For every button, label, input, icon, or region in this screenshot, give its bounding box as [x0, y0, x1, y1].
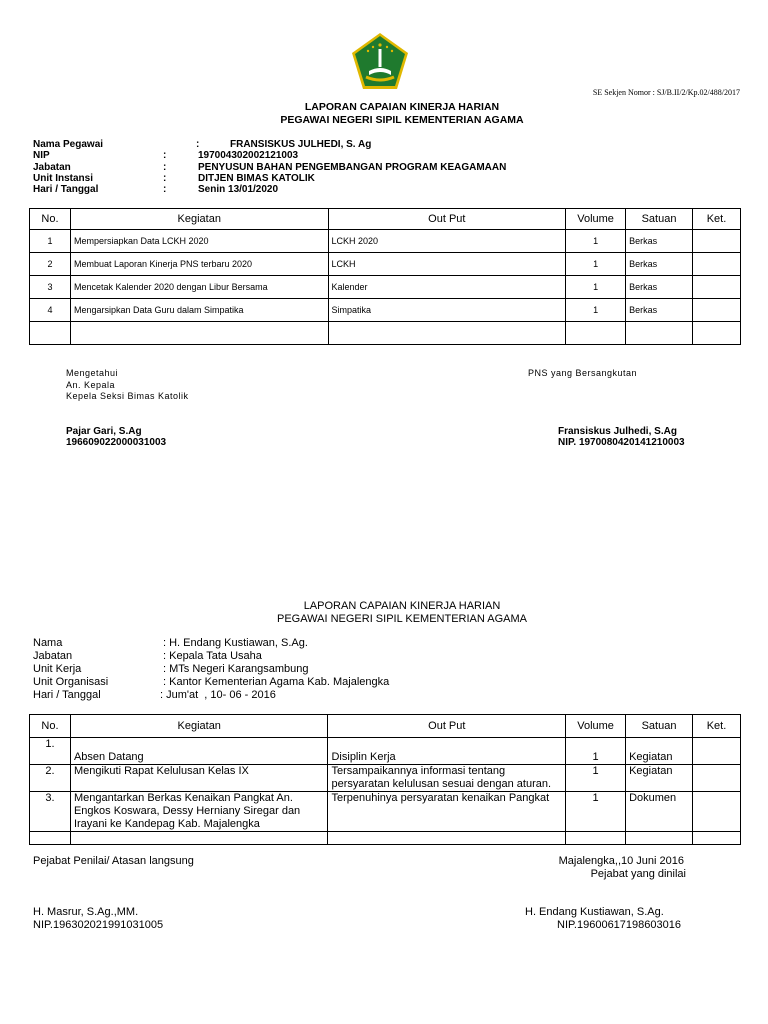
- cell-satuan: Berkas: [626, 230, 693, 253]
- cell-no: 2.: [30, 765, 71, 792]
- cell-satuan: Berkas: [626, 299, 693, 322]
- sign2-right-nip: NIP.19600617198603016: [557, 919, 681, 931]
- sign2-left-name: H. Masrur, S.Ag.,MM.: [33, 906, 139, 918]
- cell-no: 1.: [30, 738, 71, 765]
- col-header-ket: Ket.: [693, 209, 741, 230]
- cell-no: 2: [30, 253, 71, 276]
- cell-ket: [693, 792, 741, 832]
- cell-kegiatan: Absen Datang: [70, 738, 328, 765]
- info-value: : Kantor Kementerian Agama Kab. Majalengka: [163, 676, 390, 688]
- col-header-kegiatan: Kegiatan: [70, 209, 328, 230]
- cell-ket: [693, 299, 741, 322]
- sign-left-line3: Kepela Seksi Bimas Katolik: [66, 391, 189, 401]
- table-row: [30, 230, 741, 253]
- col-header-satuan: Satuan: [626, 715, 693, 738]
- info-label: Jabatan: [33, 650, 73, 662]
- cell-output: Terpenuhinya persyaratan kenaikan Pangkat: [328, 792, 566, 832]
- info-sep: :: [163, 162, 167, 173]
- info-label: NIP: [33, 150, 50, 161]
- report2-title-line2: PEGAWAI NEGERI SIPIL KEMENTERIAN AGAMA: [277, 613, 527, 625]
- col-header-output: Out Put: [328, 715, 566, 738]
- info-label: Nama: [33, 637, 63, 649]
- info-label: Nama Pegawai: [33, 139, 104, 150]
- info-sep: :: [163, 150, 167, 161]
- cell-kegiatan: Mencetak Kalender 2020 dengan Libur Bersama: [70, 276, 328, 299]
- cell-satuan: Berkas: [626, 253, 693, 276]
- table-row-empty: [30, 322, 741, 345]
- info-label: Jabatan: [33, 162, 71, 173]
- activity-table-1: [29, 208, 741, 345]
- cell-kegiatan: Mengantarkan Berkas Kenaikan Pangkat An. Engkos Koswara, Dessy Herniany Siregar dan Irayani ke Kandepag Kab. Majalengka: [70, 792, 328, 832]
- col-header-no: No.: [30, 715, 71, 738]
- cell-volume: 1: [566, 792, 626, 832]
- cell-kegiatan: Membuat Laporan Kinerja PNS terbaru 2020: [70, 253, 328, 276]
- sign-left-nip: 196609022000031003: [66, 437, 167, 448]
- report-title-line2: PEGAWAI NEGERI SIPIL KEMENTERIAN AGAMA: [280, 114, 524, 126]
- cell-kegiatan: Mempersiapkan Data LCKH 2020: [70, 230, 328, 253]
- table-row-empty: [30, 832, 741, 845]
- info-sep: :: [196, 139, 200, 150]
- table-row: [30, 253, 741, 276]
- info-value: 197004302002121003: [198, 150, 299, 161]
- col-header-ket: Ket.: [693, 715, 741, 738]
- cell-ket: [693, 230, 741, 253]
- cell-kegiatan: Mengikuti Rapat Kelulusan Kelas IX: [70, 765, 328, 792]
- sign2-left-nip: NIP.196302021991031005: [33, 919, 164, 931]
- kemenag-logo: [349, 31, 411, 93]
- cell-volume: 1: [566, 276, 626, 299]
- col-header-output: Out Put: [328, 209, 566, 230]
- sign2-left-line1: Pejabat Penilai/ Atasan langsung: [33, 855, 194, 867]
- col-header-volume: Volume: [566, 715, 626, 738]
- info-value: : Jum'at , 10- 06 - 2016: [160, 689, 276, 701]
- table-row: [30, 276, 741, 299]
- table-row: [30, 765, 741, 792]
- sign-left-line2: An. Kepala: [66, 380, 116, 390]
- cell-satuan: Kegiatan: [626, 765, 693, 792]
- info-sep: :: [163, 173, 167, 184]
- report-title-line1: LAPORAN CAPAIAN KINERJA HARIAN: [304, 101, 500, 113]
- info-value: : MTs Negeri Karangsambung: [163, 663, 309, 675]
- cell-volume: 1: [566, 253, 626, 276]
- cell-no: 3: [30, 276, 71, 299]
- cell-output: LCKH 2020: [328, 230, 566, 253]
- cell-output: Kalender: [328, 276, 566, 299]
- sign2-right-name: H. Endang Kustiawan, S.Ag.: [525, 906, 664, 918]
- cell-satuan: Berkas: [626, 276, 693, 299]
- activity-table-2: [29, 714, 741, 845]
- info-value: : H. Endang Kustiawan, S.Ag.: [163, 637, 308, 649]
- cell-satuan: Kegiatan: [626, 738, 693, 765]
- info-value: : Kepala Tata Usaha: [163, 650, 262, 662]
- cell-output: LCKH: [328, 253, 566, 276]
- report2-title-line1: LAPORAN CAPAIAN KINERJA HARIAN: [303, 600, 501, 612]
- cell-output: Simpatika: [328, 299, 566, 322]
- info-value: FRANSISKUS JULHEDI, S. Ag: [230, 139, 372, 150]
- col-header-satuan: Satuan: [626, 209, 693, 230]
- sign2-right-line1: Pejabat yang dinilai: [590, 868, 686, 880]
- cell-volume: 1: [566, 230, 626, 253]
- sign2-right-place-date: Majalengka,,10 Juni 2016: [558, 855, 684, 867]
- info-sep: :: [163, 184, 167, 195]
- sign-left-name: Pajar Gari, S.Ag: [66, 426, 142, 437]
- cell-no: 4: [30, 299, 71, 322]
- table-header-row: [30, 715, 741, 738]
- cell-satuan: Dokumen: [626, 792, 693, 832]
- sign-right-nip: NIP. 1970080420141210003: [558, 437, 685, 448]
- cell-output: Tersampaikannya informasi tentang persyaratan kelulusan sesuai dengan aturan.: [328, 765, 566, 792]
- info-value: Senin 13/01/2020: [198, 184, 279, 195]
- info-label: Hari / Tanggal: [33, 689, 101, 701]
- col-header-volume: Volume: [566, 209, 626, 230]
- info-value: PENYUSUN BAHAN PENGEMBANGAN PROGRAM KEAGAMAAN: [198, 162, 507, 173]
- se-reference: SE Sekjen Nomor : SJ/B.II/2/Kp.02/488/2017: [592, 88, 740, 97]
- cell-ket: [693, 765, 741, 792]
- table-row: [30, 738, 741, 765]
- cell-volume: 1: [566, 299, 626, 322]
- info-label: Unit Kerja: [33, 663, 82, 675]
- info-label: Unit Organisasi: [33, 676, 109, 688]
- cell-volume: 1: [566, 765, 626, 792]
- cell-ket: [693, 276, 741, 299]
- cell-volume: 1: [566, 738, 626, 765]
- table-row: [30, 299, 741, 322]
- sign-right-line1: PNS yang Bersangkutan: [528, 368, 638, 378]
- col-header-no: No.: [30, 209, 71, 230]
- cell-no: 1: [30, 230, 71, 253]
- info-label: Unit Instansi: [33, 173, 94, 184]
- table-header-row: [30, 209, 741, 230]
- info-label: Hari / Tanggal: [33, 184, 99, 195]
- cell-output: Disiplin Kerja: [328, 738, 566, 765]
- cell-ket: [693, 253, 741, 276]
- sign-left-line1: Mengetahui: [66, 368, 119, 378]
- col-header-kegiatan: Kegiatan: [70, 715, 328, 738]
- info-value: DITJEN BIMAS KATOLIK: [198, 173, 315, 184]
- cell-ket: [693, 738, 741, 765]
- sign-right-name: Fransiskus Julhedi, S.Ag: [558, 426, 677, 437]
- table-row: [30, 792, 741, 832]
- cell-kegiatan: Mengarsipkan Data Guru dalam Simpatika: [70, 299, 328, 322]
- cell-no: 3.: [30, 792, 71, 832]
